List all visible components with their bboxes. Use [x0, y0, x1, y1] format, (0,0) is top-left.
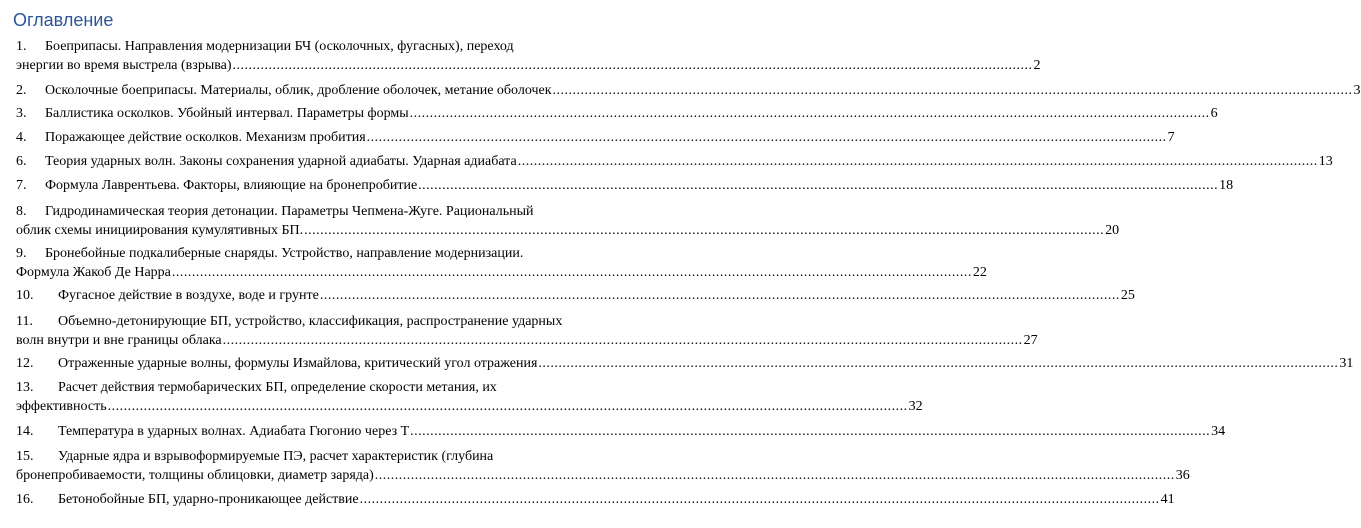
toc-entry-last-line	[16, 354, 1354, 373]
toc-entry-last-line	[16, 397, 923, 416]
toc-entry[interactable]	[16, 286, 1135, 305]
toc-entry[interactable]	[16, 244, 987, 282]
toc-entry-title: Боеприпасы. Направления модернизации БЧ (осколочных, фугасных), переход	[45, 39, 514, 54]
toc-page-number: 27	[1023, 333, 1038, 348]
toc-entry-last-line	[16, 490, 1175, 509]
toc-entry-title: Осколочные боеприпасы. Материалы, облик, дробление оболочек, метание оболочек	[45, 83, 552, 98]
toc-entry-number: 6.	[16, 154, 27, 169]
toc-page-number: 31	[1339, 356, 1354, 371]
toc-page-number: 25	[1120, 288, 1135, 303]
toc-entry-number: 4.	[16, 130, 27, 145]
toc-page-number: 22	[972, 265, 987, 280]
dot-leader: ........................................................................................................................................................................................................	[319, 288, 1120, 303]
dot-leader: ........................................................................................................................................................................................................	[418, 178, 1219, 193]
toc-page-number: 20	[1105, 223, 1120, 238]
toc-entry-first-line	[16, 202, 600, 221]
toc-page-number: 3	[1353, 83, 1361, 98]
dot-leader: ........................................................................................................................................................................................................	[222, 333, 1023, 348]
toc-page-number: 2	[1033, 58, 1041, 73]
toc-entry-title: Баллистика осколков. Убойный интервал. Параметры формы	[45, 106, 409, 121]
dot-leader: ........................................................................................................................................................................................................	[374, 468, 1175, 483]
toc-title: Оглавление	[13, 10, 114, 30]
toc-entry[interactable]	[16, 202, 1120, 240]
dot-leader: ........................................................................................................................................................................................................	[552, 83, 1353, 98]
toc-entry-title: Гидродинамическая теория детонации. Параметры Чепмена-Жуге. Рациональный	[45, 204, 534, 219]
toc-page-number: 41	[1160, 492, 1175, 507]
toc-page-number: 18	[1219, 178, 1234, 193]
dot-leader: ........................................................................................................................................................................................................	[517, 154, 1318, 169]
toc-entry-number: 10.	[16, 288, 34, 303]
toc-page-number: 32	[908, 399, 923, 414]
toc-entry-first-line	[16, 378, 600, 397]
toc-entry[interactable]	[16, 176, 1234, 195]
toc-entry[interactable]	[16, 422, 1226, 441]
toc-entry-title: Расчет действия термобарических БП, определение скорости метания, их	[58, 380, 497, 395]
toc-entry-number: 3.	[16, 106, 27, 121]
toc-entry-title: Ударные ядра и взрывоформируемые ПЭ, расчет характеристик (глубина	[58, 449, 494, 464]
toc-entry-number: 15.	[16, 449, 34, 464]
toc-page-number: 34	[1211, 424, 1226, 439]
toc-entry-last-line	[16, 263, 987, 282]
dot-leader: ........................................................................................................................................................................................................	[359, 492, 1160, 507]
toc-entry-title: Теория ударных волн. Законы сохранения ударной адиабаты. Ударная адиабата	[45, 154, 517, 169]
dot-leader: ........................................................................................................................................................................................................	[171, 265, 972, 280]
toc-page-number: 6	[1210, 106, 1218, 121]
toc-entry-first-line	[16, 447, 600, 466]
toc-entry-number: 9.	[16, 246, 27, 261]
toc-entry-first-line	[16, 312, 600, 331]
toc-entry-title: Бронебойные подкалиберные снаряды. Устройство, направление модернизации.	[45, 246, 524, 261]
toc-entry[interactable]	[16, 104, 1218, 123]
toc-entry-number: 16.	[16, 492, 34, 507]
toc-entry-last-line	[16, 331, 1038, 350]
toc-page-number: 36	[1175, 468, 1190, 483]
dot-leader: ........................................................................................................................................................................................................	[366, 130, 1167, 145]
toc-entry-number: 14.	[16, 424, 34, 439]
toc-entry-number: 8.	[16, 204, 27, 219]
toc-entry-number: 12.	[16, 356, 34, 371]
toc-entry-title: Температура в ударных волнах. Адиабата Гюгонио через Т	[58, 424, 410, 439]
toc-entry-first-line	[16, 37, 600, 56]
dot-leader: ........................................................................................................................................................................................................	[107, 399, 908, 414]
toc-entry-last-line	[16, 81, 1361, 100]
toc-entry-title: волн внутри и вне границы облака	[16, 333, 222, 348]
toc-entry-number: 13.	[16, 380, 34, 395]
toc-entry-title: Поражающее действие осколков. Механизм пробития	[45, 130, 366, 145]
toc-entry[interactable]	[16, 312, 1038, 350]
toc-entry-last-line	[16, 152, 1333, 171]
toc-entry-first-line	[16, 244, 600, 263]
toc-entry-last-line	[16, 176, 1234, 195]
toc-entry[interactable]	[16, 378, 923, 416]
toc-entry-last-line	[16, 466, 1190, 485]
toc-entry-title: Формула Жакоб Де Нарра	[16, 265, 171, 280]
toc-entry-title: энергии во время выстрела (взрыва)	[16, 58, 232, 73]
toc-page-number: 13	[1318, 154, 1333, 169]
toc-entry-number: 11.	[16, 314, 33, 329]
toc-entry-last-line	[16, 422, 1226, 441]
toc-entry-title: бронепробиваемости, толщины облицовки, диаметр заряда)	[16, 468, 374, 483]
toc-entry-last-line	[16, 221, 1120, 240]
toc-entry-last-line	[16, 128, 1175, 147]
toc-entry-title: Объемно-детонирующие БП, устройство, классификация, распространение ударных	[58, 314, 563, 329]
toc-entry-title: облик схемы инициирования кумулятивных БП.	[16, 223, 304, 238]
dot-leader: ........................................................................................................................................................................................................	[409, 106, 1210, 121]
dot-leader: ........................................................................................................................................................................................................	[232, 58, 1033, 73]
dot-leader: ........................................................................................................................................................................................................	[538, 356, 1339, 371]
dot-leader: ........................................................................................................................................................................................................	[410, 424, 1211, 439]
toc-entry[interactable]	[16, 354, 1354, 373]
toc-entry[interactable]	[16, 447, 1190, 485]
toc-entry[interactable]	[16, 152, 1333, 171]
toc-entry-title: Формула Лаврентьева. Факторы, влияющие на бронепробитие	[45, 178, 418, 193]
dot-leader: ........................................................................................................................................................................................................	[304, 223, 1105, 238]
toc-entry-title: Отраженные ударные волны, формулы Измайлова, критический угол отражения	[58, 356, 538, 371]
toc-page-number: 7	[1167, 130, 1175, 145]
toc-entry-number: 2.	[16, 83, 27, 98]
toc-entry[interactable]	[16, 37, 1041, 75]
toc-entry-number: 1.	[16, 39, 27, 54]
toc-entry-last-line	[16, 104, 1218, 123]
toc-entry-last-line	[16, 56, 1041, 75]
toc-entry-title: Фугасное действие в воздухе, воде и грунте	[58, 288, 319, 303]
toc-entry-title: эффективность	[16, 399, 107, 414]
toc-entry-last-line	[16, 286, 1135, 305]
toc-entry[interactable]	[16, 128, 1175, 147]
toc-entry[interactable]	[16, 81, 1361, 100]
toc-entry-number: 7.	[16, 178, 27, 193]
toc-entry-title: Бетонобойные БП, ударно-проникающее действие	[58, 492, 359, 507]
toc-entry[interactable]	[16, 490, 1175, 509]
